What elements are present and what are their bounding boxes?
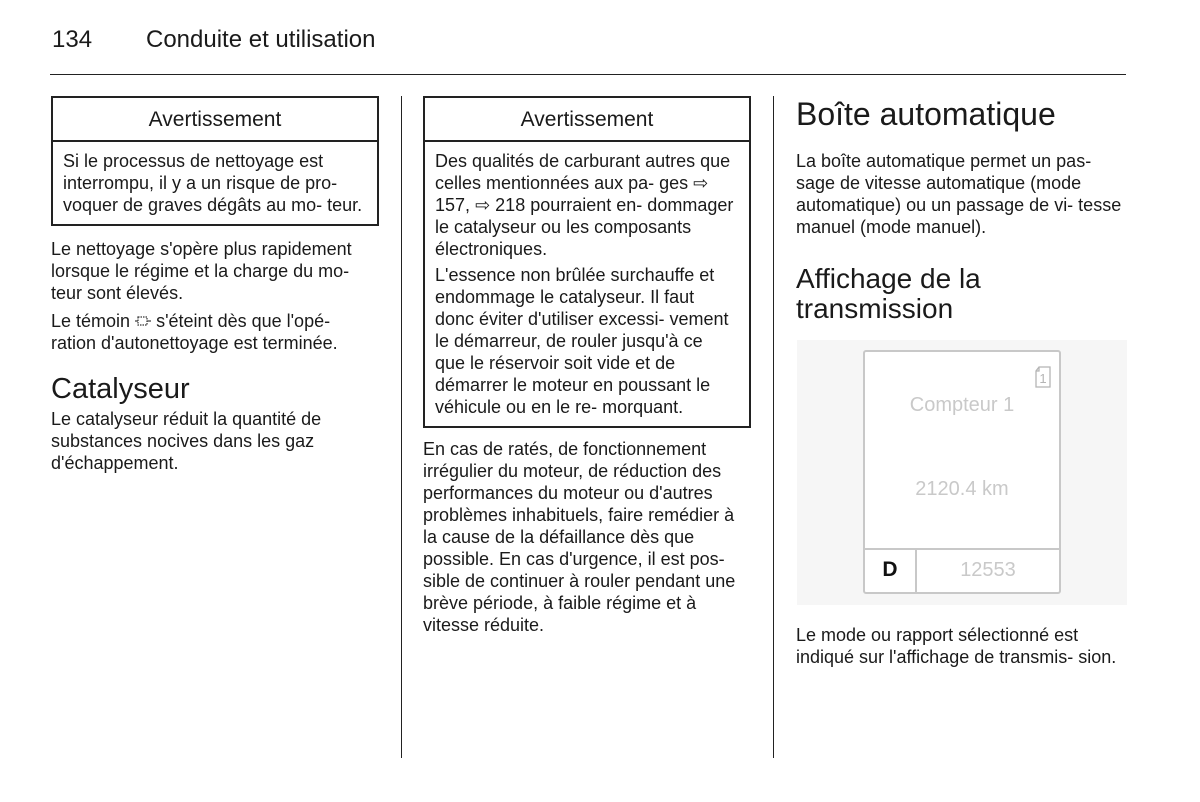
- paragraph-misfire: En cas de ratés, de fonctionnement irrégulier du moteur, de réduction des performances du moteur ou d'autres problèmes inhabituels, faire remédier à la cause de la défaillance dès que possible. En cas d'urgence, il est pos- sible de continuer à rouler pendant une brève période, à faible régime et à vitesse réduite.: [423, 439, 736, 635]
- warning-title: Avertissement: [425, 98, 749, 142]
- paragraph-display-caption: Le mode ou rapport sélectionné est indiqué sur l'affichage de transmis- sion.: [796, 625, 1117, 667]
- page-number: 134: [52, 26, 93, 53]
- trip-value: 12553: [960, 559, 1016, 581]
- column-2: [423, 96, 751, 636]
- column-divider-1: [401, 96, 402, 758]
- svg-text:1: 1: [1039, 371, 1047, 386]
- transmission-display-illustration: [797, 340, 1127, 605]
- section-title: Conduite et utilisation: [146, 26, 376, 53]
- column-divider-2: [773, 96, 774, 758]
- transmission-display-heading: Affichage de la transmission: [796, 263, 981, 324]
- transmission-display: [863, 350, 1061, 594]
- warning-text-unburnt: L'essence non brûlée surchauffe et endommage le catalyseur. Il faut donc éviter d'utiliser excessi- vement le démarreur, de rouler jusqu'à ce que le réservoir soit vide et de démarrer le moteur en poussant le véhicule ou en le re- morquant.: [435, 265, 729, 417]
- catalyst-heading: Catalyseur: [51, 373, 190, 405]
- paragraph-cleaning-speed: Le nettoyage s'opère plus rapidement lorsque le régime et la charge du mo- teur sont élevés.: [51, 239, 352, 303]
- paragraph-automatic-intro: La boîte automatique permet un pas- sage de vitesse automatique (mode automatique) ou un passage de vi- tesse manuel (mode manuel).: [796, 151, 1122, 237]
- reference-arrow-icon: ⇨: [475, 195, 491, 215]
- paragraph-catalyst: Le catalyseur réduit la quantité de substances nocives dans les gaz d'échappement.: [51, 409, 322, 473]
- automatic-gearbox-heading: Boîte automatique: [796, 96, 1056, 132]
- reference-arrow-icon: ⇨: [693, 173, 709, 193]
- paragraph-warning-light: Le témoin s'éteint dès que l'opé- ration d'autonettoyage est terminée.: [51, 311, 338, 353]
- page-one-icon: [1035, 366, 1051, 388]
- page-reference[interactable]: 157,: [435, 195, 471, 215]
- display-bottom-row: [865, 548, 1059, 592]
- column-3: [796, 96, 1126, 324]
- warning-text-fuel: Des qualités de carburant autres que celles mentionnées aux pa- ges ⇨ 157, ⇨ 218 pourraient en- dommager le catalyseur ou les composants électroniques.: [435, 151, 734, 259]
- warning-title: Avertissement: [53, 98, 377, 142]
- odometer-label: Compteur 1: [909, 394, 1015, 416]
- header-rule: [50, 74, 1126, 75]
- column-3-caption: [796, 624, 1126, 668]
- warning-box: [51, 96, 379, 226]
- warning-box: [423, 96, 751, 428]
- page-reference[interactable]: 218: [495, 195, 526, 215]
- particle-filter-icon: [135, 311, 151, 325]
- distance-value: 2120.4 km: [915, 478, 1009, 500]
- column-1: [51, 96, 379, 474]
- warning-text: Si le processus de nettoyage est interrompu, il y a un risque de pro- voquer de graves dégâts au mo- teur.: [63, 151, 363, 215]
- gear-indicator: D: [865, 550, 917, 592]
